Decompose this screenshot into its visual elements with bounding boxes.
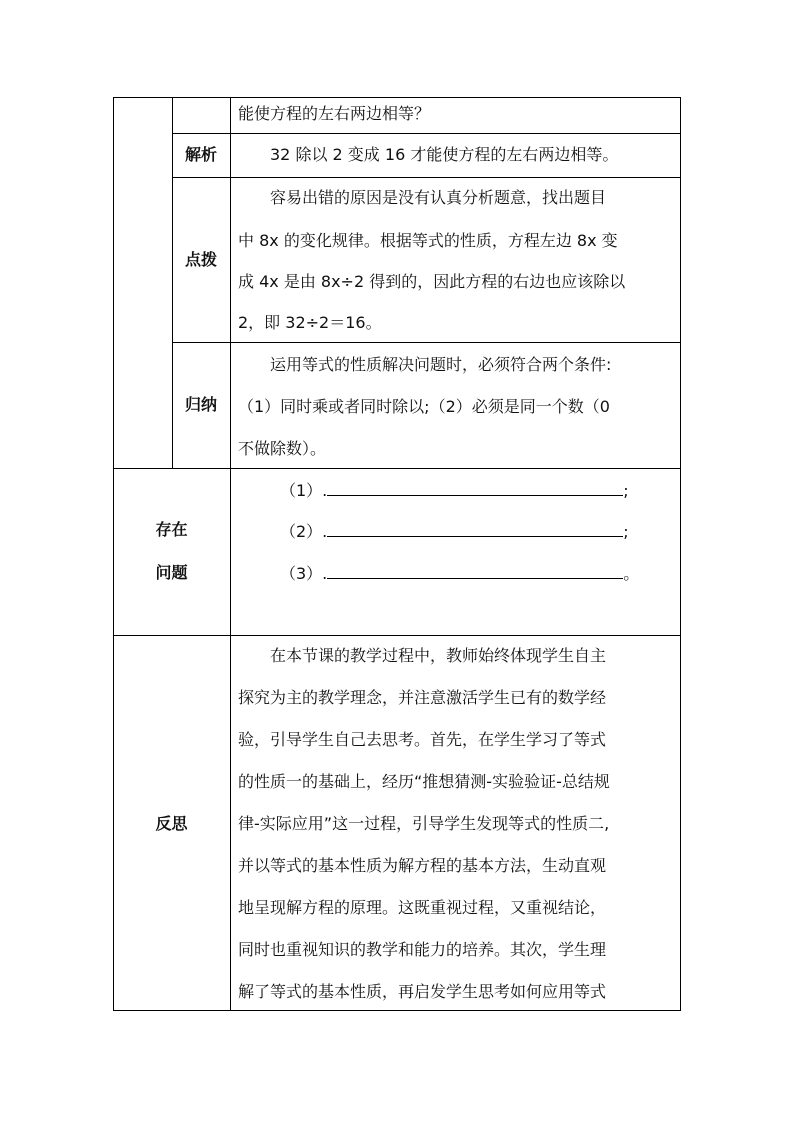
tips-line: 2，即 32÷2＝16。 (238, 313, 382, 332)
analysis-text: 32 除以 2 变成 16 才能使方程的左右两边相等。 (270, 145, 619, 164)
problem-end-punct: ; (623, 522, 629, 541)
reflection-line: 同时也重视知识的教学和能力的培养。其次，学生理 (238, 940, 607, 959)
problems-label-line1: 存在 (155, 520, 188, 539)
problem-end-punct: 。 (623, 564, 640, 583)
reflection-line: 验，引导学生自己去思考。首先，在学生学习了等式 (238, 730, 607, 749)
table-left-border (113, 97, 114, 1011)
analysis-label: 解析 (184, 145, 217, 164)
row-divider (172, 342, 681, 343)
answer-blank-line[interactable] (327, 481, 623, 496)
continued-question-text: 能使方程的左右两边相等？ (238, 104, 431, 123)
row-divider (113, 635, 681, 636)
summary-label: 归纳 (184, 395, 217, 414)
reflection-line: 地呈现解方程的原理。这既重视过程，又重视结论， (238, 898, 607, 917)
answer-blank-line[interactable] (327, 564, 623, 579)
reflection-line: 在本节课的教学过程中，教师始终体现学生自主 (270, 646, 607, 665)
summary-line: 不做除数）。 (238, 439, 327, 458)
reflection-line: 的性质一的基础上，经历“推想猜测-实验验证-总结规 (238, 772, 610, 791)
problems-label-line2: 问题 (155, 563, 188, 582)
content-column-divider (230, 97, 231, 1011)
summary-line: （1）同时乘或者同时除以;（2）必须是同一个数（0 (238, 397, 610, 416)
tips-line: 中 8x 的变化规律。根据等式的性质，方程左边 8x 变 (238, 231, 618, 250)
row-divider (113, 468, 681, 469)
problem-item (280, 522, 629, 542)
table-bottom-border (113, 1010, 681, 1011)
summary-line: 运用等式的性质解决问题时，必须符合两个条件: (270, 355, 612, 374)
reflection-line: 解了等式的基本性质，再启发学生思考如何应用等式 (238, 982, 607, 1001)
problem-number: （1）. (280, 481, 328, 500)
problem-end-punct: ; (623, 481, 629, 500)
problem-item (280, 564, 639, 584)
reflection-line: 律-实际应用”这一过程，引导学生发现等式的性质二, (238, 814, 610, 833)
row-divider (172, 133, 681, 134)
tips-label: 点拨 (184, 250, 217, 269)
problem-item (280, 481, 629, 501)
reflection-line: 并以等式的基本性质为解方程的基本方法，生动直观 (238, 856, 607, 875)
tips-line: 成 4x 是由 8x÷2 得到的，因此方程的右边也应该除以 (238, 272, 626, 291)
reflection-line: 探究为主的教学理念，并注意激活学生已有的数学经 (238, 688, 607, 707)
table-right-border (680, 97, 681, 1011)
row-divider (172, 177, 681, 178)
problem-number: （3）. (280, 564, 328, 583)
problem-number: （2）. (280, 522, 328, 541)
table-top-border (113, 97, 681, 98)
tips-line: 容易出错的原因是没有认真分析题意，找出题目 (270, 188, 607, 207)
reflection-label: 反思 (155, 814, 188, 833)
answer-blank-line[interactable] (327, 522, 623, 537)
